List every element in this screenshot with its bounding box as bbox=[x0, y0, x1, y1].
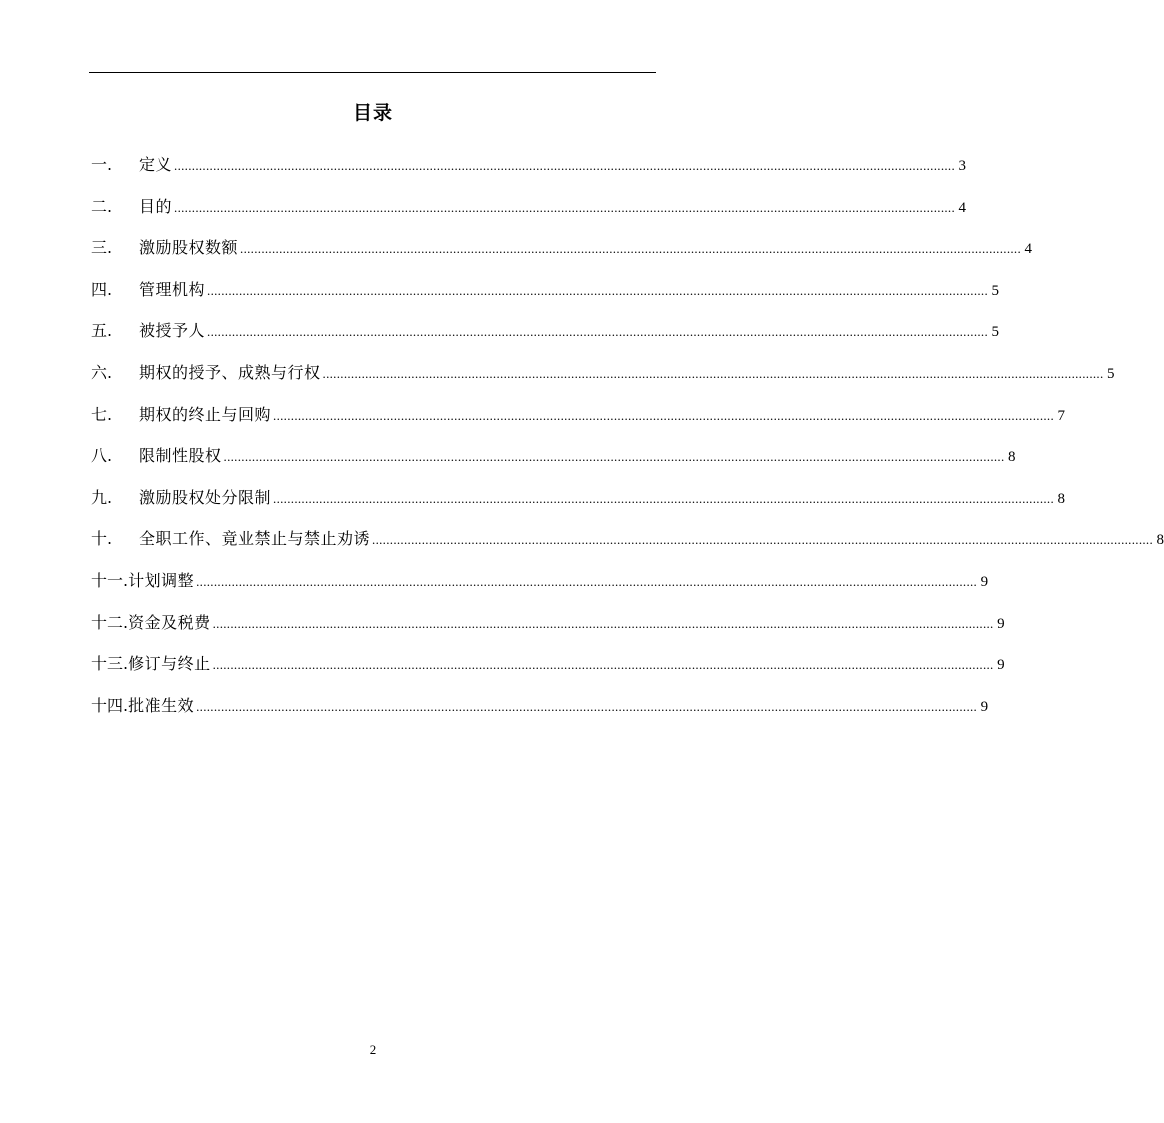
toc-entry-number: 八. bbox=[91, 446, 113, 466]
toc-entry-page: 7 bbox=[1057, 407, 1066, 424]
toc-entry-page: 3 bbox=[958, 158, 967, 174]
toc-entry[interactable] bbox=[91, 524, 1164, 566]
toc-entry-page: 9 bbox=[980, 698, 989, 715]
toc-leader-dots: ............................................................................................................................................................................................................................ bbox=[196, 573, 978, 589]
toc-entry-page: 5 bbox=[991, 324, 1000, 341]
toc-entry-number: 十二. bbox=[91, 612, 129, 632]
toc-entry-page: 4 bbox=[958, 199, 967, 216]
toc-entry[interactable] bbox=[91, 275, 1000, 317]
toc-title: 目录 bbox=[352, 102, 393, 124]
toc-entry-label: 管理机构 bbox=[139, 279, 206, 299]
toc-entry-page: 9 bbox=[997, 615, 1005, 632]
toc-entry-label: 资金及税费 bbox=[128, 612, 211, 632]
toc-entry-page: 8 bbox=[1008, 449, 1016, 466]
toc-entry-number: 九. bbox=[91, 487, 113, 507]
toc-entry-label: 激励股权数额 bbox=[139, 238, 239, 258]
toc-entry-label: 被授予人 bbox=[139, 321, 206, 341]
toc-entry-label: 激励股权处分限制 bbox=[139, 487, 272, 507]
page-number: 2 bbox=[369, 1042, 377, 1057]
toc-leader-dots: ............................................................................................................................................................................................................................ bbox=[212, 657, 994, 673]
toc-entry[interactable] bbox=[91, 192, 967, 234]
toc-entry-label: 批准生效 bbox=[128, 695, 195, 715]
toc-leader-dots: ............................................................................................................................................................................................................................ bbox=[212, 615, 994, 631]
toc-entry-number: 十三. bbox=[91, 654, 129, 674]
toc-entry-page: 5 bbox=[991, 282, 1000, 299]
toc-entry-label: 目的 bbox=[139, 196, 173, 216]
toc-entry-label: 修订与终止 bbox=[128, 654, 211, 674]
toc-entry-label: 计划调整 bbox=[128, 570, 195, 590]
toc-entry-number: 十四. bbox=[91, 695, 129, 715]
toc-entry-label: 限制性股权 bbox=[139, 446, 222, 466]
toc-entry[interactable] bbox=[91, 233, 1033, 275]
toc-leader-dots: ............................................................................................................................................................................................................................ bbox=[273, 490, 1055, 506]
toc-entry-label: 期权的终止与回购 bbox=[139, 404, 272, 424]
toc-entry[interactable] bbox=[91, 691, 989, 733]
toc-leader-dots: ............................................................................................................................................................................................................................ bbox=[273, 407, 1055, 423]
toc-entry-page: 9 bbox=[980, 573, 989, 590]
toc-entry-number: 十. bbox=[91, 529, 113, 549]
toc-entry-page: 5 bbox=[1107, 365, 1115, 382]
toc-entry-page: 8 bbox=[1057, 490, 1066, 507]
toc-entry-number: 十一. bbox=[91, 570, 129, 590]
toc-entry-page: 4 bbox=[1024, 241, 1033, 258]
toc-entry[interactable] bbox=[91, 316, 1000, 358]
toc-entry-number: 四. bbox=[91, 279, 113, 299]
toc-leader-dots: ............................................................................................................................................................................................................................ bbox=[174, 158, 956, 173]
toc-leader-dots: ............................................................................................................................................................................................................................ bbox=[207, 324, 989, 340]
toc-leader-dots: ............................................................................................................................................................................................................................ bbox=[322, 365, 1104, 381]
toc-entry-label: 期权的授予、成熟与行权 bbox=[139, 362, 321, 382]
toc-leader-dots: ............................................................................................................................................................................................................................ bbox=[174, 199, 956, 215]
toc-leader-dots: ............................................................................................................................................................................................................................ bbox=[223, 449, 1005, 465]
toc-leader-dots: ............................................................................................................................................................................................................................ bbox=[240, 241, 1022, 257]
toc-entry[interactable] bbox=[91, 358, 1115, 400]
toc-entry[interactable] bbox=[91, 566, 989, 608]
toc-leader-dots: ............................................................................................................................................................................................................................ bbox=[372, 532, 1154, 548]
toc-entry-number: 二. bbox=[91, 196, 113, 216]
toc-entry-number: 三. bbox=[91, 238, 113, 258]
toc-entry[interactable] bbox=[91, 483, 1066, 525]
toc-entry[interactable] bbox=[91, 608, 1005, 650]
toc-entry-number: 一. bbox=[91, 155, 113, 174]
toc-entry[interactable] bbox=[91, 441, 1016, 483]
toc-entry[interactable] bbox=[91, 150, 967, 192]
toc-entry[interactable] bbox=[91, 400, 1066, 442]
toc-entry-label: 全职工作、竟业禁止与禁止劝诱 bbox=[139, 529, 371, 549]
toc-entry-number: 六. bbox=[91, 362, 113, 382]
header-rule bbox=[89, 72, 656, 73]
toc-entry-number: 五. bbox=[91, 321, 113, 341]
toc-leader-dots: ............................................................................................................................................................................................................................ bbox=[207, 282, 989, 298]
toc-entry-page: 9 bbox=[997, 657, 1005, 674]
toc-entry[interactable] bbox=[91, 649, 1005, 691]
table-of-contents bbox=[91, 150, 1164, 732]
toc-leader-dots: ............................................................................................................................................................................................................................ bbox=[196, 698, 978, 714]
toc-entry-label: 定义 bbox=[139, 155, 173, 174]
toc-entry-number: 七. bbox=[91, 404, 113, 424]
toc-entry-page: 8 bbox=[1156, 532, 1164, 549]
